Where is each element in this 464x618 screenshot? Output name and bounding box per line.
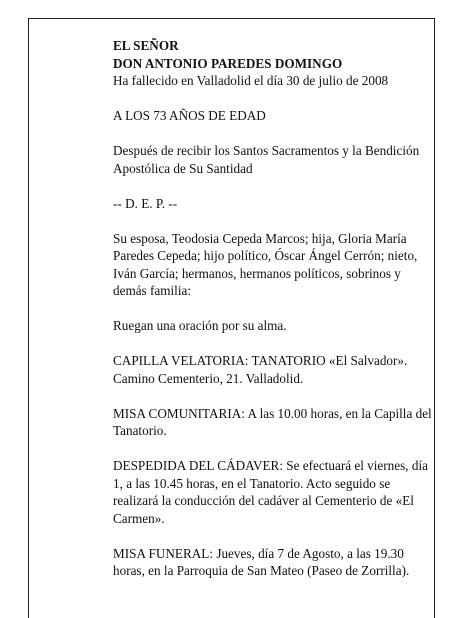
community-mass-paragraph: MISA COMUNITARIA: A las 10.00 horas, en la Capilla del Tanatorio. — [113, 405, 432, 438]
prayer-line: Ruegan una oración por su alma. — [113, 318, 287, 333]
sacraments-paragraph: Después de recibir los Santos Sacramentos y la Bendición Apostólica de Su Santidad — [113, 143, 420, 176]
funeral-mass-paragraph: MISA FUNERAL: Jueves, día 7 de Agosto, a las 19.30 horas, en la Parroquia de San Mateo (Paseo de Zorrilla). — [113, 545, 410, 578]
rip-line: -- D. E. P. -- — [113, 195, 178, 211]
header-block — [113, 37, 433, 90]
title-line-1: EL SEÑOR — [113, 38, 179, 53]
chapel-line-2: Camino Cementerio, 21. Valladolid. — [113, 370, 304, 386]
chapel-line-1: CAPILLA VELATORIA: TANATORIO «El Salvador». — [113, 353, 408, 368]
age-line: A LOS 73 AÑOS DE EDAD — [113, 108, 266, 123]
deceased-name: DON ANTONIO PAREDES DOMINGO — [113, 55, 343, 71]
chapel-block — [113, 352, 433, 387]
obituary-notice — [113, 37, 433, 597]
death-line: Ha fallecido en Valladolid el día 30 de julio de 2008 — [113, 73, 389, 88]
farewell-paragraph: DESPEDIDA DEL CÁDAVER: Se efectuará el viernes, día 1, a las 10.45 horas, en el Tanatorio. Acto seguido se realizará la conducción del cadáver al Cementerio de «El Carmen». — [113, 458, 428, 526]
family-paragraph: Su esposa, Teodosia Cepeda Marcos; hija, Gloria María Paredes Cepeda; hijo político, Óscar Ángel Cerrón; nieto, Iván García; hermanos, hermanos políticos, sobrinos y demás familia: — [113, 230, 418, 298]
